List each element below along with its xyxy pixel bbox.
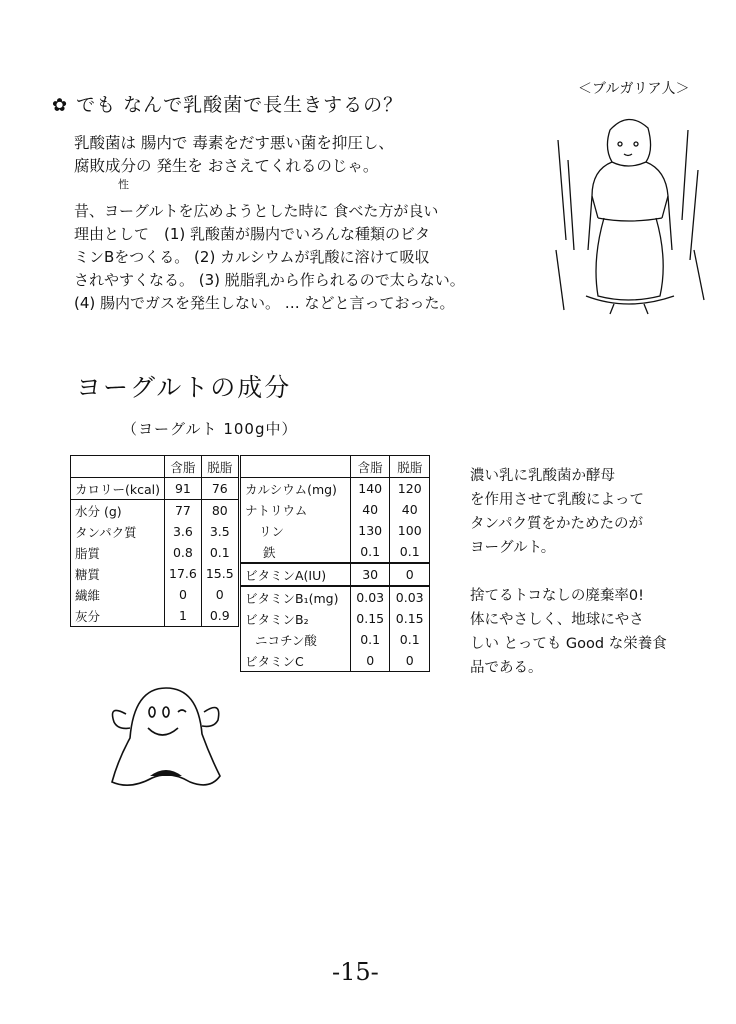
table-row: 鉄 0.1 0.1 <box>241 541 430 563</box>
nutrition-table-macro <box>70 455 239 627</box>
table-caption: （ヨーグルト 100g中） <box>122 420 298 438</box>
section-title: ヨーグルトの成分 <box>76 373 292 402</box>
table-row: ビタミンC 0 0 <box>241 650 430 672</box>
table-row: 水分 (g) 77 80 <box>71 500 239 522</box>
table-header: 含脂 <box>350 456 390 478</box>
table-row: 糖質 17.6 15.5 <box>71 563 239 584</box>
table-row: ビタミンA(IU) 30 0 <box>241 563 430 586</box>
side-line: 品である。 <box>470 660 543 676</box>
table-row: リン 130 100 <box>241 520 430 541</box>
side-line: 捨てるトコなしの廃棄率0! <box>470 588 644 604</box>
reason-line: 昔、ヨーグルトを広めようとした時に 食べた方が良い <box>74 202 439 220</box>
furigana: 性 <box>118 178 129 191</box>
intro-line-2: 腐敗成分の 発生を おさえてくれるのじゃ。 <box>74 157 379 175</box>
side-line: 体にやさしく、地球にやさ <box>470 612 644 628</box>
table-row: 灰分 1 0.9 <box>71 605 239 627</box>
table-row: 繊維 0 0 <box>71 584 239 605</box>
reason-line: ミンBをつくる。 (2) カルシウムが乳酸に溶けて吸収 <box>74 248 430 266</box>
side-line: 濃い乳に乳酸菌か酵母 <box>470 468 615 484</box>
nutrition-table-minerals <box>240 455 430 672</box>
question-heading <box>52 90 403 117</box>
side-line: ヨーグルト。 <box>470 540 556 556</box>
reason-line: 理由として (1) 乳酸菌が腸内でいろんな種類のビタ <box>74 225 431 243</box>
table-row: カルシウム(mg) 140 120 <box>241 478 430 500</box>
table-header: 脱脂 <box>390 456 430 478</box>
table-header: 脱脂 <box>201 456 238 478</box>
side-line: タンパク質をかためたのが <box>470 516 643 532</box>
page-number: -15- <box>332 958 379 986</box>
side-paragraph <box>470 464 690 680</box>
table-row: タンパク質 3.6 3.5 <box>71 521 239 542</box>
table-header <box>241 456 351 478</box>
illustration-label: ＜ブルガリア人＞ <box>578 81 690 97</box>
table-row: ナトリウム 40 40 <box>241 499 430 520</box>
flower-icon: ✿ <box>52 95 69 116</box>
intro-paragraph <box>74 132 504 178</box>
table-header: 含脂 <box>165 456 202 478</box>
question-text: でも なんで乳酸菌で長生きするの？ <box>76 94 404 116</box>
reason-line: (4) 腸内でガスを発生しない。 … などと言っておった。 <box>74 294 455 312</box>
table-row: ニコチン酸 0.1 0.1 <box>241 629 430 650</box>
table-row: カロリー(kcal) 91 76 <box>71 478 239 500</box>
reasons-paragraph <box>74 200 548 315</box>
side-line: しい とっても Good な栄養食 <box>470 636 667 652</box>
mascot-illustration <box>100 678 230 796</box>
table-row: 脂質 0.8 0.1 <box>71 542 239 563</box>
table-row: ビタミンB₂ 0.15 0.15 <box>241 608 430 629</box>
reason-line: されやすくなる。 (3) 脱脂乳から作られるので太らない。 <box>74 271 465 289</box>
bulgarian-woman-illustration <box>548 100 708 322</box>
side-line: を作用させて乳酸によって <box>470 492 644 508</box>
intro-line-1: 乳酸菌は 腸内で 毒素をだす悪い菌を抑圧し、 <box>74 134 394 152</box>
table-header <box>71 456 165 478</box>
table-row: ビタミンB₁(mg) 0.03 0.03 <box>241 586 430 608</box>
